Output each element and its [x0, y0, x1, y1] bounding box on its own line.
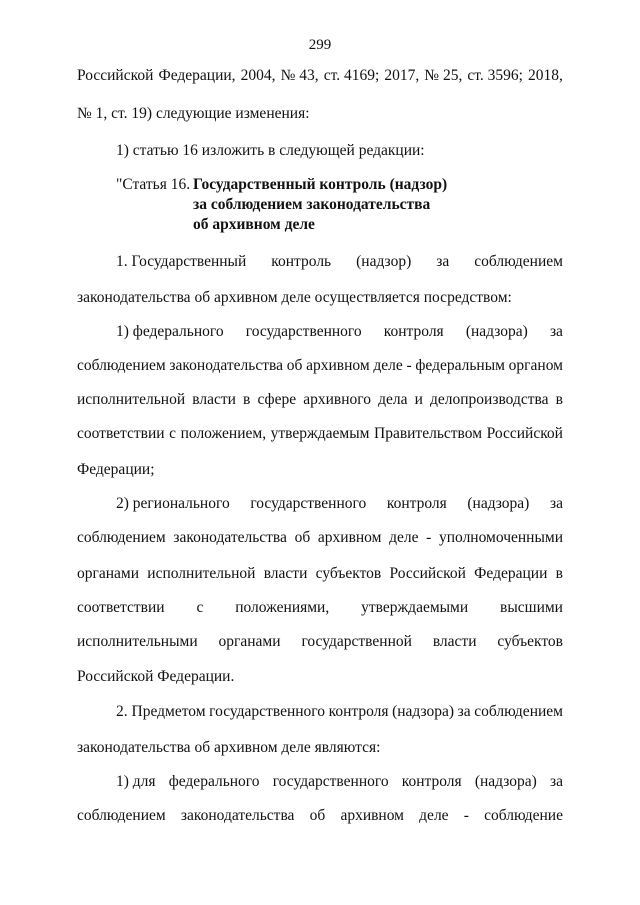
word: Российской [389, 565, 466, 582]
word: делопроизводства [430, 391, 549, 408]
text-line [116, 772, 563, 792]
word: и [414, 391, 423, 408]
word: 2017, [384, 67, 420, 84]
word: исполнительной [147, 565, 256, 582]
word: соблюдение [484, 807, 563, 824]
article-title [193, 175, 447, 235]
text-line [116, 322, 563, 342]
word: соблюдением [474, 703, 563, 720]
word: государственного [272, 773, 389, 790]
word: соответствии [77, 599, 165, 616]
text-line [77, 66, 563, 86]
word: субъектов [497, 633, 563, 650]
word: контроль [271, 253, 332, 270]
word: Правительством [374, 425, 483, 442]
word: власти [192, 391, 236, 408]
text-line [77, 528, 563, 548]
word: утверждаемыми [361, 599, 469, 616]
text-line: Федерации; [77, 461, 155, 478]
text-line [77, 564, 563, 584]
word: - [426, 529, 432, 546]
word: за [549, 773, 563, 790]
article-title-line: Государственный контроль (надзор) [193, 176, 448, 193]
text-line [116, 702, 563, 722]
article-title-line: за соблюдением законодательства [193, 196, 431, 213]
word: соблюдением [77, 529, 166, 546]
word: органом [508, 357, 563, 374]
word: государственного [209, 703, 326, 720]
word: с [196, 599, 204, 616]
word: № 25, [424, 67, 463, 84]
word: (надзор) [356, 253, 412, 270]
word: утверждаемым [270, 425, 370, 442]
text-line [77, 598, 563, 618]
word: за [436, 253, 450, 270]
word: архивном [317, 529, 382, 546]
article-title-line: об архивном деле [193, 216, 315, 233]
word: (надзора) [467, 495, 530, 512]
text-line [77, 356, 563, 376]
word: 2) регионального [116, 495, 230, 512]
word: Федерации [474, 565, 548, 582]
word: архивном [306, 357, 370, 374]
word: за [457, 703, 471, 720]
text-line [77, 806, 563, 826]
word: исполнительными [77, 633, 198, 650]
word: архивном [340, 807, 404, 824]
word: власти [263, 565, 308, 582]
word: 2. Предметом [116, 703, 206, 720]
word: деле [419, 807, 449, 824]
word: 1) для [116, 773, 156, 790]
word: соблюдением [77, 807, 166, 824]
word: об [286, 357, 303, 374]
word: соблюдением [474, 253, 563, 270]
word: законодательства [169, 357, 283, 374]
word: в [555, 391, 563, 408]
word: контроля [328, 703, 389, 720]
word: Российской [77, 67, 154, 84]
text-line [77, 390, 563, 410]
text-line: законодательства об архивном деле являются: [77, 739, 381, 756]
word: исполнительной [77, 391, 186, 408]
word: контроля [401, 773, 462, 790]
word: об [294, 529, 311, 546]
article-label: "Статья 16. [116, 176, 191, 193]
word: органами [77, 565, 140, 582]
word: ст. 3596; [467, 67, 523, 84]
word: архивного [303, 391, 371, 408]
word: (надзора) [474, 773, 537, 790]
word: государственной [301, 633, 412, 650]
word: деле [373, 357, 403, 374]
word: 1) федерального [116, 323, 224, 340]
word: - [463, 807, 469, 824]
word: положением, [180, 425, 267, 442]
text-line [77, 424, 563, 444]
word: Федерации, [158, 67, 236, 84]
word: дела [378, 391, 408, 408]
word: за [549, 323, 563, 340]
page-number: 299 [308, 37, 332, 53]
word: № 43, [280, 67, 319, 84]
word: об [309, 807, 326, 824]
word: федерального [168, 773, 260, 790]
word: сфере [257, 391, 297, 408]
word: государственного [250, 495, 367, 512]
word: высшими [500, 599, 563, 616]
word: соответствии [77, 425, 165, 442]
word: 2004, [240, 67, 276, 84]
text-line: законодательства об архивном деле осуществляется посредством: [77, 289, 512, 306]
text-line: Российской Федерации. [77, 668, 235, 685]
text-line [77, 632, 563, 652]
text-line: № 1, ст. 19) следующие изменения: [77, 105, 310, 122]
word: законодательства [173, 529, 287, 546]
text-line [116, 494, 563, 514]
word: соблюдением [77, 357, 166, 374]
word: за [549, 495, 563, 512]
word: уполномоченными [438, 529, 563, 546]
word: в [243, 391, 251, 408]
instruction-line: 1) статью 16 изложить в следующей редакции: [116, 142, 425, 159]
word: федеральным [415, 357, 505, 374]
word: государственного [245, 323, 362, 340]
word: в [555, 565, 563, 582]
word: ст. 4169; [323, 67, 380, 84]
word: (надзора) [392, 703, 455, 720]
word: субъектов [315, 565, 382, 582]
text-line [116, 252, 563, 272]
word: положениями, [235, 599, 330, 616]
word: 1. Государственный [116, 253, 247, 270]
word: Российской [486, 425, 563, 442]
word: органами [218, 633, 281, 650]
word: законодательства [180, 807, 295, 824]
word: деле [389, 529, 419, 546]
word: с [169, 425, 177, 442]
word: власти [432, 633, 477, 650]
word: 2018, [528, 67, 563, 84]
word: - [406, 357, 412, 374]
word: контроля [383, 323, 444, 340]
word: контроля [386, 495, 447, 512]
word: (надзора) [465, 323, 528, 340]
